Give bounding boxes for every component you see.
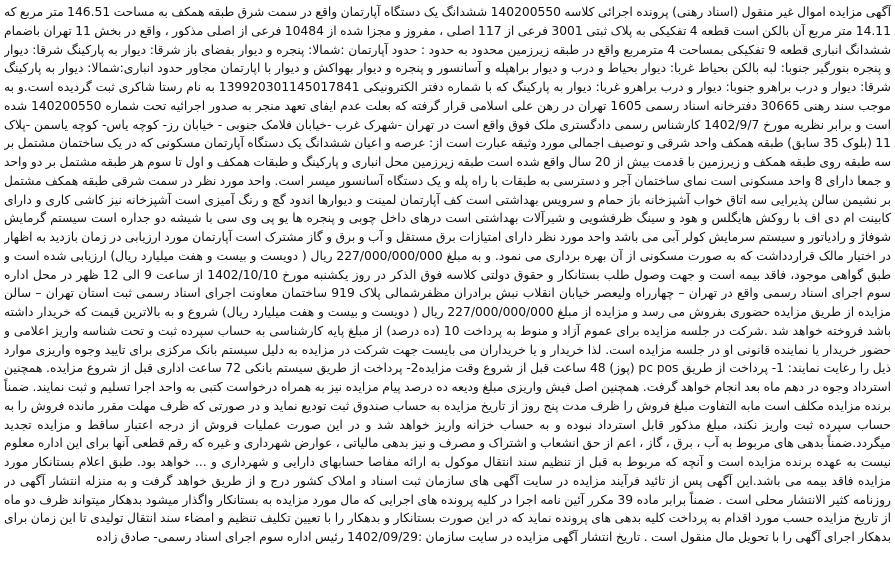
notice-body: آگهی مزایده اموال غیر منقول (اسناد رهنی) پرونده اجرائی کلاسه 140200550 ششدانگ یک دستگاه آپارتمان واقع در سمت شرق طبقه همکف به مساحت 146.51 متر مربع که 14.11 متر مربع آن بالکن است قطعه 4 تفکیکی به پلاک ثبتی 3001 فرعی از 117 اصلی ، مفروز و مجزا شده از 10484 فرعی از اصلی مذکور ، واقع در بخش 11 تهران باضمام ششدانگ انباری قطعه 9 تفکیکی بمساحت 4 مترمربع واقع در طبقه زیرزمین محدود به حدود : حدود آپارتمان :شمالا: پنجره و دیوار بفضای باز شرقا: دیوار به پارکینگ شرقا: دیوار و پنجره بنورگیر جنوبا: لبه بالکن بحیاط غربا: دیوار بحیاط و درب و دیوار براهپله و آسانسور و پنجره و دیوار بهواکش و دیوار با اپارتمان مجاور حدود انباری:شمالا: دیوار به پارکینگ شرقا: دیوار و درب براهرو جنوبا: دیوار و درب براهرو غربا: دیوار به پارکینگ که با شماره دفتر الکترونیکی 139920301145017841 به نام رستا شاکری ثبت گردیده است.و به موجب سند رهنی 30665 دفترخانه اسناد رسمی 1605 تهران در رهن علی اسلامی قرار گرفته که بعلت عدم ایفای تعهد منجر به صدور اجرائیه تحت شماره 140200550 شده است و برابر نظریه مورخ 1402/9/7 کارشناس رسمی دادگستری ملک فوق واقع است در تهران -شهرک غرب -خیابان فلامک جنوبی - خیابان رز- کوچه یاس- کوچه یاسمن -پلاک 11 (بلوک 35 سابق) طبقه همکف واحد شرقی و توصیف اجمالی مورد وثیقه عبارت است از: عرصه و اعیان ششدانگ یک دستگاه آپارتمان مسکونی که در یک ساختمان مشتمل بر سه طبقه روی طبقه همکف و زیرزمین با قدمت بیش از 20 سال واقع شده است طبقه زیرزمین محل انباری و پارکینگ و طبقات همکف و اول تا سوم هر طبقه مشتمل بر دو واحد و جمعا دارای 8 واحد مسکونی است نمای ساختمان آجر و دسترسی به طبقات با راه پله و یک دستگاه آسانسور میسر است. واحد مورد نظر در سمت شرقی طبقه همکف مشتمل بر نشیمن سالن پذیرایی سه اتاق خواب آشپزخانه باز حمام و سرویس بهداشتی است کف آپارتمان لمینت و دیوارها اندود گچ و رنگ آمیزی است آشپزخانه نیز کاشی کاری و دارای کابینت ام دی اف با روکش هایگلس و هود و سینگ ظرفشویی و شیرآلات بهداشتی است درهای داخل چوبی و پنجره ها یو پی وی سی با شیشه دو جداره است سیستم گرمایش شوفاژ و رادیاتور و سیستم سرمایش کولر آبی می باشد واحد مورد نظر دارای امتیازات برق مستقل و آب و برق و گاز مشترک است آپارتمان مورد ارزیابی در زمان بازدید به اظهار در اختیار مالک قراردداشت که به صورت مسکونی از آن بهره برداری می نمود. و به مبلغ 227/000/000/000 ریال ( دویست و بیست و هفت میلیارد ریال) ارزیابی شده است و طبق گواهی موجود، فاقد بیمه است و جهت وصول طلب بستانکار و حقوق دولتی کلاسه فوق الذکر در روز یکشنبه مورخ 1402/10/10 از ساعت 9 الی 12 ظهر در محل اداره سوم اجرای اسناد رسمی واقع در تهران – چهارراه ولیعصر خیابان انقلاب نبش برادران مظفرشمالی پلاک 919 ساختمان معاونت اجرای اسناد رسمی ثبت استان تهران – سالن مزایده از طریق مزایده حضوری بفروش می رسد و مزایده از مبلغ 227/000/000/000 ریال ( دویست و بیست و هفت میلیارد ریال) شروع و به بالاترین قیمت که خریدار داشته باشد فروخته خواهد شد .شرکت در جلسه مزایده برای عموم آزاد و منوط به پرداخت 10 (ده درصد) از مبلغ پایه کارشناسی به حساب سپرده ثبت و تحت شناسه واریز اعلامی و حضور خریدار یا نماینده قانونی او در جلسه مزایده است. لذا خریدار و یا خریداران می بایست جهت شرکت در مزایده به دلیل سیستم بانک مرکزی برای تایید وجوه واریزی موارد ذیل را رعایت نمایند: 1- پرداخت از طریق pc pos (پوز) 48 ساعت قبل از شروع وقت مزایده2- پرداخت از طریق سیستم بانکی 72 ساعت اداری قبل از شروع مزایده. همچنین استرداد وجوه در دهم ماه بعد انجام خواهد گرفت. همچنین اصل فیش واریزی مبلغ ودیعه ده درصد پیام مزایده نیز به همراه درخواست کتبی به واحد اجرا تسلیم و ثبت نمایند. ضمناً برنده مزایده مکلف است مابه التفاوت مبلغ فروش را ظرف مدت پنج روز از تاریخ مزایده به حساب صندوق ثبت تودیع نماید و در صورتی که ظرف مهلت مقرر مانده فروش را به حساب سپرده ثبت واریز نکند، مبلغ مذکور قابل استرداد نبوده و به حساب خزانه واریز خواهد شد و در این صورت عملیات فروش از درجه اعتبار ساقط و مزایده تجدید میگردد.ضمناً بدهی های مربوط به آب ، برق ، گاز ، اعم از حق انشعاب و اشتراک و مصرف و نیز بدهی مالیاتی ، عوارض شهرداری و غیره که رقم قطعی آنها برای این اداره معلوم نیست به عهده برنده مزایده است و آنچه که مربوط به قبل از تنظیم سند انتقال موکول به ارائه مفاصا حسابهای دارایی و شهرداری و ... خواهد بود. طبق اعلام بستانکار مورد مزایده فاقد بیمه می باشد.این آگهی پس از تائید فرآیند مزایده در سایت آگهی های سازمان ثبت اسناد و املاک کشور درج و از طریق خواهد گرفت و به منزله انتشار آگهی در روزنامه کثیر الانتشار محلی است . ضمناً برابر ماده 39 مکرر آئین نامه اجرا در کلیه پرونده های اجرایی که مال مورد مزایده به بستانکار واگذار میشود بدهکار میتواند ظرف دو ماه از تاریخ مزایده حسب مورد اقدام به پرداخت کلیه بدهی های پرونده نماید که در این صورت بستانکار و بدهکار را با تعیین تکلیف تنظیم و امضاء سند انتقال تولیدی تا این زمان برای بدهکار اجرای آگهی را با تحویل مال منقول است . تاریخ انتشار آگهی مزایده در سایت سازمان :1402/09/29 رئیس اداره سوم اجرای اسناد رسمی- صادق زاده [4, 5, 891, 544]
auction-notice [4, 3, 891, 568]
